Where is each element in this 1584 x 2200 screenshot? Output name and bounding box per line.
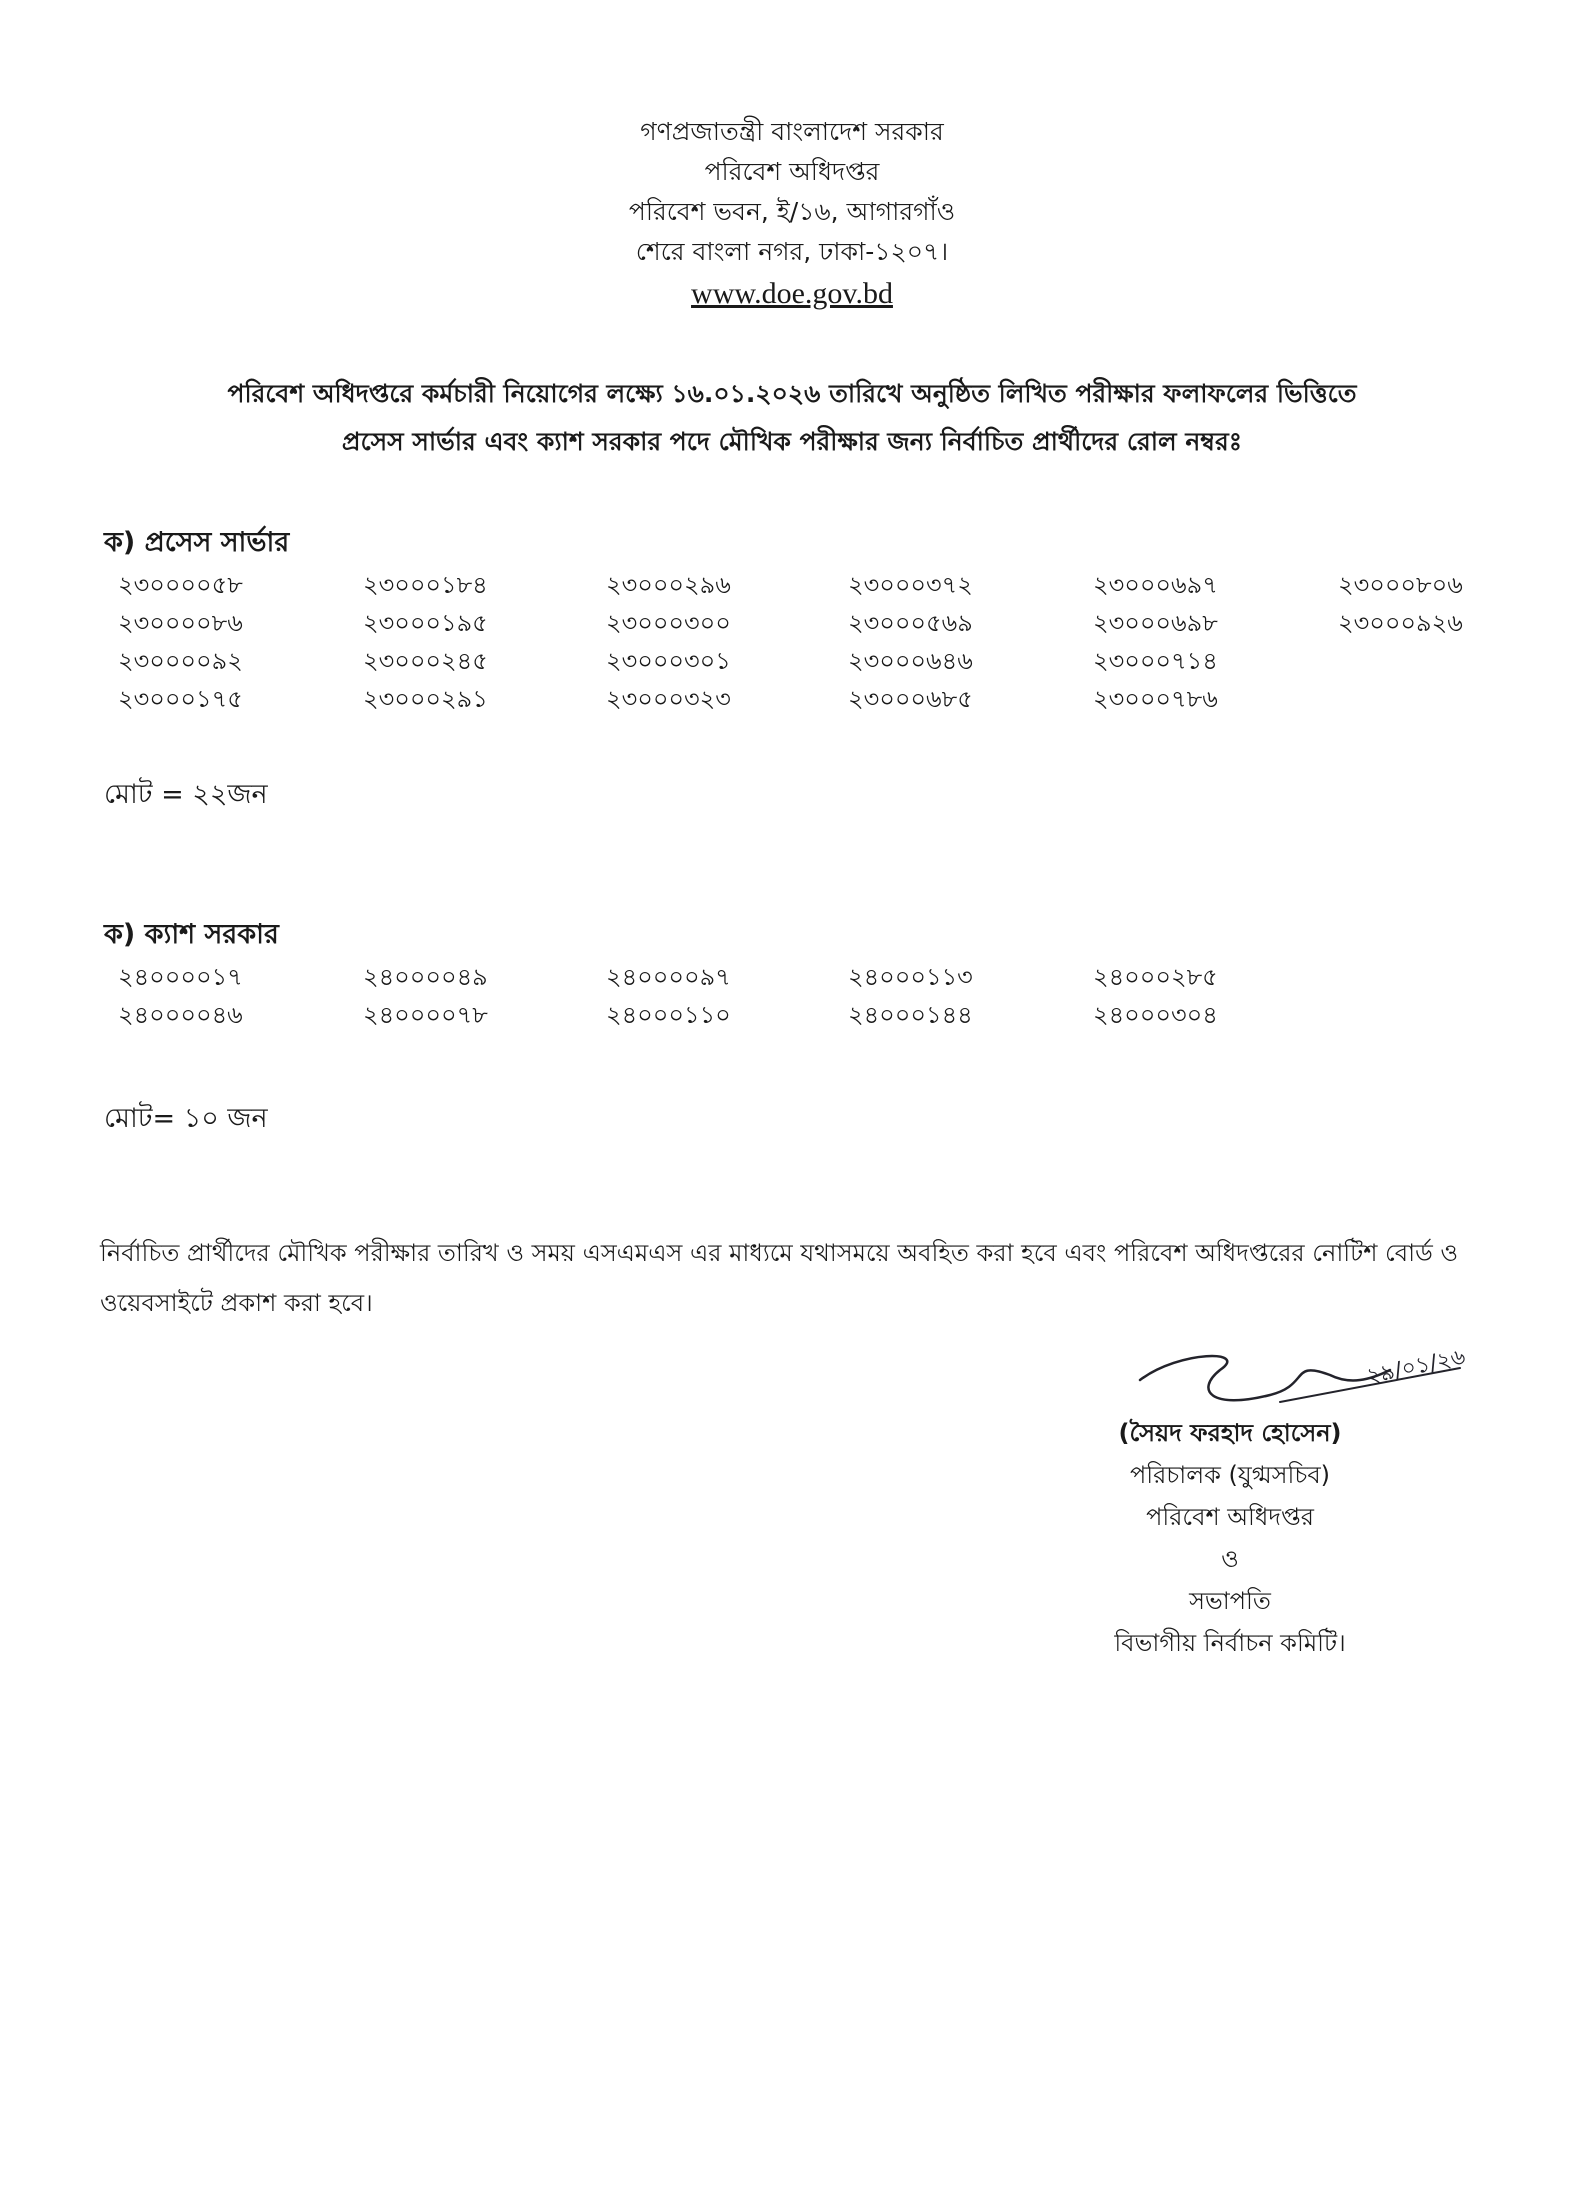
signatory-designation: পরিচালক (যুগ্মসচিব) — [1129, 1461, 1331, 1489]
header-government: গণপ্রজাতন্ত্রী বাংলাদেশ সরকার — [640, 117, 944, 146]
roll-number: ২৪০০০০৪৬ — [118, 1001, 243, 1029]
roll-number: ২৩০০০৮০৬ — [1338, 571, 1463, 599]
roll-number: ২৩০০০১৯৫ — [363, 609, 488, 637]
roll-number: ২৩০০০৬৮৫ — [848, 685, 973, 713]
signature-scribble — [1100, 1340, 1480, 1420]
total-cash-sarkar: মোট= ১০ জন — [104, 1103, 268, 1134]
roll-column — [848, 566, 1048, 718]
roll-number: ২৩০০০০৫৮ — [118, 571, 243, 599]
roll-number: ২৩০০০৭৮৬ — [1093, 685, 1218, 713]
roll-number: ২৩০০০০৯২ — [118, 647, 243, 675]
roll-number: ২৩০০০৩০০ — [606, 609, 731, 637]
section-heading-process-server: ক) প্রসেস সার্ভার — [104, 527, 290, 558]
roll-column — [363, 566, 563, 718]
roll-column — [848, 958, 1048, 1034]
roll-number: ২৩০০০৬৯৭ — [1093, 571, 1218, 599]
roll-number: ২৩০০০৩০১ — [606, 647, 731, 675]
roll-number: ২৩০০০২৯৬ — [606, 571, 731, 599]
roll-column — [1093, 566, 1293, 718]
roll-number: ২৪০০০০৭৮ — [363, 1001, 488, 1029]
roll-number: ২৩০০০৬৪৬ — [848, 647, 973, 675]
roll-number: ২৩০০০৬৯৮ — [1093, 609, 1218, 637]
roll-column — [118, 958, 318, 1034]
roll-column — [1338, 566, 1538, 642]
roll-number: ২৩০০০০৮৬ — [118, 609, 243, 637]
signatory-office: পরিবেশ অধিদপ্তর — [1146, 1503, 1314, 1531]
roll-number: ২৩০০০১৭৫ — [118, 685, 243, 713]
signature-date: ২৯/০১/২৬ — [1364, 1344, 1468, 1390]
section-heading-cash-sarkar: ক) ক্যাশ সরকার — [104, 919, 279, 950]
total-process-server: মোট = ২২জন — [104, 779, 268, 810]
roll-number: ২৪০০০২৮৫ — [1093, 963, 1218, 991]
roll-number: ২৪০০০১৪৪ — [848, 1001, 973, 1029]
roll-column — [118, 566, 318, 718]
roll-number: ২৪০০০৩০৪ — [1093, 1001, 1218, 1029]
office-header — [0, 112, 1584, 316]
roll-number: ২৪০০০০৯৭ — [606, 963, 731, 991]
roll-number: ২৪০০০১১৩ — [848, 963, 973, 991]
roll-number: ২৩০০০৩৭২ — [848, 571, 973, 599]
roll-number: ২৪০০০০১৭ — [118, 963, 243, 991]
roll-number: ২৩০০০৯২৬ — [1338, 609, 1463, 637]
header-address: পরিবেশ ভবন, ই/১৬, আগারগাঁও — [628, 197, 956, 226]
roll-column — [363, 958, 563, 1034]
header-department: পরিবেশ অধিদপ্তর — [704, 157, 880, 186]
header-city: শেরে বাংলা নগর, ঢাকা-১২০৭। — [635, 237, 949, 266]
roll-number: ২৩০০০২৯১ — [363, 685, 488, 713]
title-line-2: প্রসেস সার্ভার এবং ক্যাশ সরকার পদে মৌখিক পরীক্ষার জন্য নির্বাচিত প্রার্থীদের রোল নম্বরঃ — [341, 427, 1243, 456]
signatory-role: সভাপতি — [1189, 1587, 1271, 1615]
signatory-committee: বিভাগীয় নির্বাচন কমিটি। — [1114, 1629, 1346, 1657]
roll-number: ২৪০০০০৪৯ — [363, 963, 488, 991]
roll-number: ২৩০০০৫৬৯ — [848, 609, 973, 637]
roll-column — [606, 958, 806, 1034]
signatory-conjunction: ও — [1221, 1545, 1239, 1573]
roll-column — [606, 566, 806, 718]
roll-number: ২৩০০০৩২৩ — [606, 685, 731, 713]
signatory-details — [1080, 1412, 1380, 1664]
signatory-name: (সৈয়দ ফরহাদ হোসেন) — [1118, 1419, 1342, 1447]
roll-number: ২৩০০০১৮৪ — [363, 571, 488, 599]
notice-paragraph: নির্বাচিত প্রার্থীদের মৌখিক পরীক্ষার তারিখ ও সময় এসএমএস এর মাধ্যমে যথাসময়ে অবহিত করা হবে এবং পরিবেশ অধিদপ্তরের নোটিশ বোর্ড ও ওয়েবসাইটে প্রকাশ করা হবে। — [100, 1239, 1459, 1317]
roll-column — [1093, 958, 1293, 1034]
website-link[interactable]: www.doe.gov.bd — [691, 277, 893, 310]
title-line-1: পরিবেশ অধিদপ্তরে কর্মচারী নিয়োগের লক্ষ্যে ১৬.০১.২০২৬ তারিখে অনুষ্ঠিত লিখিত পরীক্ষার ফলাফলের ভিত্তিতে — [227, 379, 1357, 408]
roll-number: ২৩০০০২৪৫ — [363, 647, 488, 675]
roll-number: ২৪০০০১১০ — [606, 1001, 731, 1029]
notice-title — [0, 370, 1584, 466]
roll-number: ২৩০০০৭১৪ — [1093, 647, 1218, 675]
